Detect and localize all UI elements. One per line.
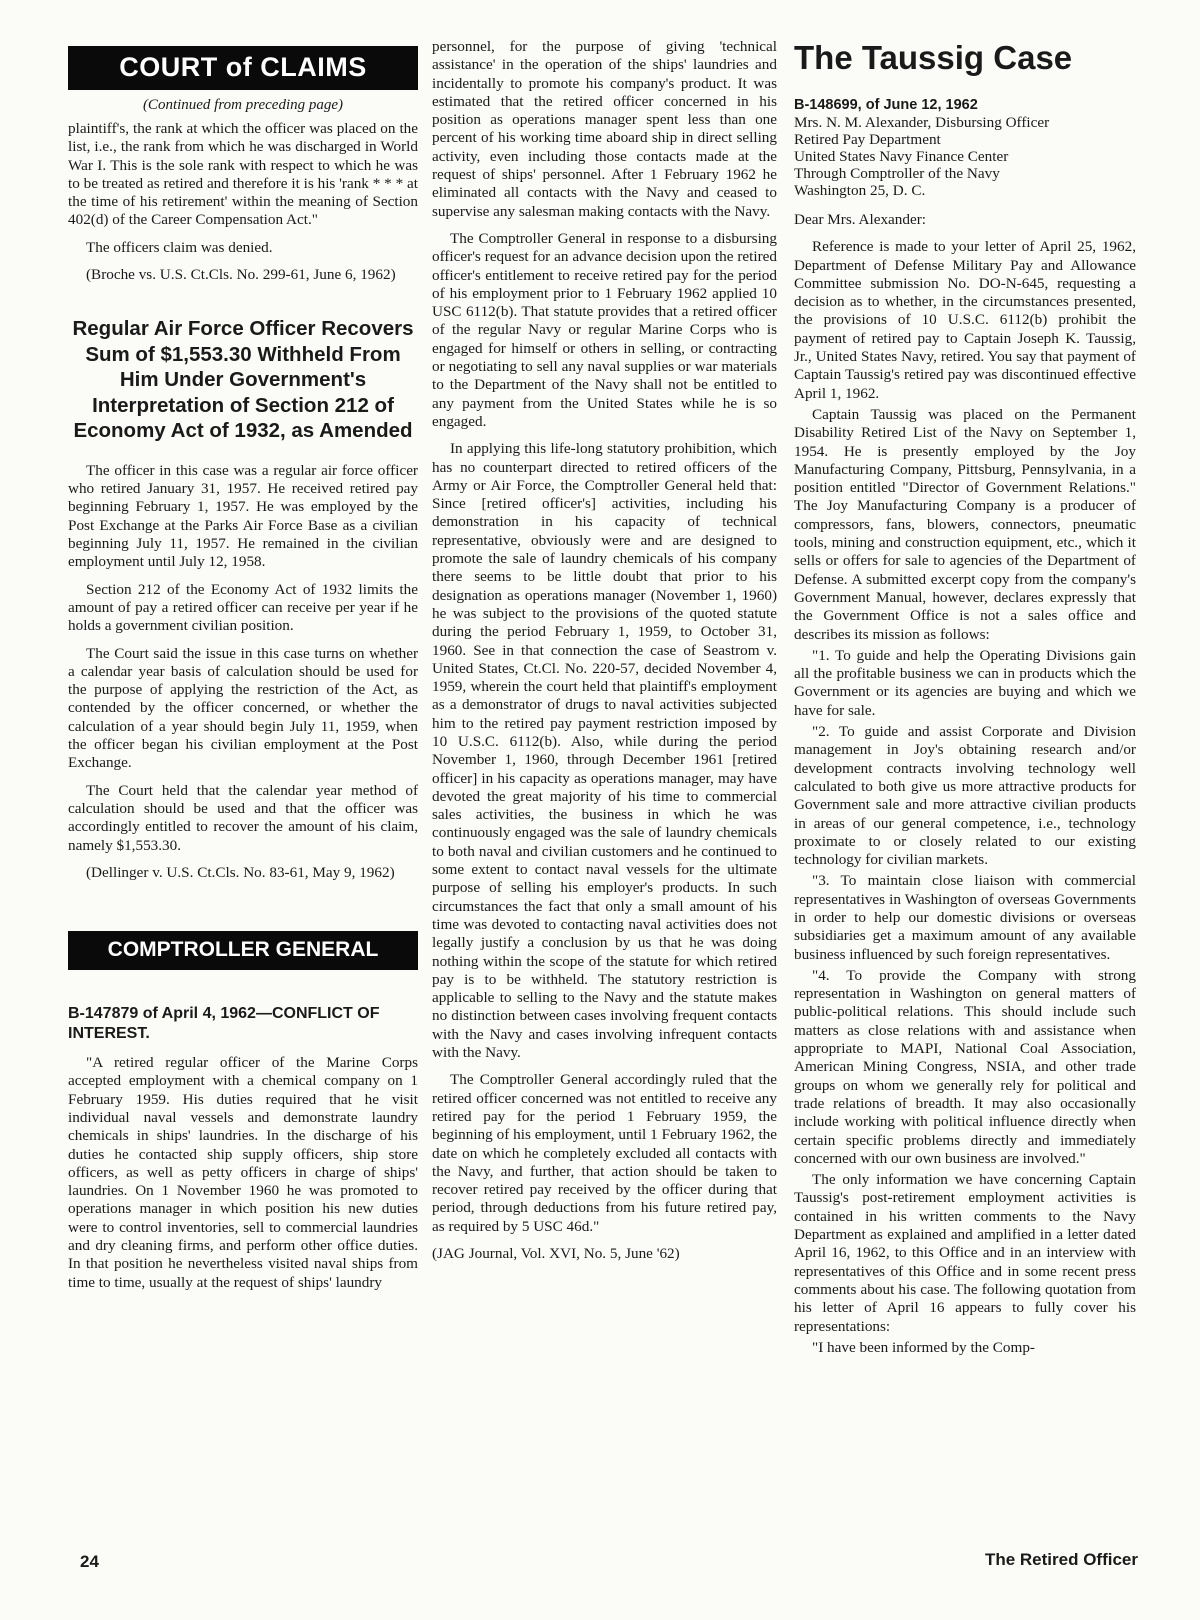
publication-name: The Retired Officer — [984, 1550, 1138, 1569]
paragraph: personnel, for the purpose of giving 'technical assistance' in the operation of the ships' laundries and incidentally to promote his company's product. It was estimated that the retired officer concerned in his position as operations manager spent less than one percent of his working time aboard ship in direct selling activity, even including those contacts made at the request of ships' personnel. After 1 February 1962 he eliminated all contacts with the Navy and ceased to supervise any salesman making contacts with the Navy. — [432, 38, 777, 220]
quote-item: "2. To guide and assist Corporate and Division management in Joy's obtaining research and/or development contracts involving technology well calculated to both give us more attractive products for Government sale and more attractive civilian products in areas of our general competence, i.e., technology proximate to or closely related to our existing technology for civilian markets. — [794, 723, 1136, 869]
address-line: Through Comptroller of the Navy — [794, 165, 1000, 182]
paragraph: Captain Taussig was placed on the Permanent Disability Retired List of the Navy on September 1, 1954. He is presently employed by the Joy Manufacturing Company, Pittsburg, Pennsylvania, in a position entitled "Director of Government Relations." The Joy Manufacturing Company is a producer of compressors, fans, blowers, connectors, pneumatic tools, mining and construction equipment, etc., which it sells or offers for sale to agencies of the Department of Defense. A submitted excerpt copy from the company's Government Manual, however, declares expressly that the Government Office is not a sales office and describes its mission as follows: — [794, 405, 1136, 643]
salutation: Dear Mrs. Alexander: — [794, 211, 927, 228]
paragraph: The Court said the issue in this case turns on whether a calendar year basis of calculation should be used for the purpose of applying the restriction of the Act, as contended by the officer concerned, or whether the calculation of a year should begin July 11, 1959, when the officer began his civilian employment at the Post Exchange. — [68, 644, 418, 772]
paragraph: The officers claim was denied. — [86, 238, 273, 256]
paragraph: "I have been informed by the Comp- — [812, 1338, 1035, 1356]
paragraph: In applying this life-long statutory prohibition, which has no counterpart directed to retired officers of the Army or Air Force, the Comptroller General held that: Since [retired officer's] activities, including his demonstration in his capacity of technical representative, obviously were and are designed to promote the sale of laundry chemicals of his company there seems to be little doubt that prior to his designation as operations manager (November 1, 1960) he was subject to the provisions of the quoted statute during the period February 1, 1959, to October 31, 1960. See in that connection the case of Seastrom v. United States, Ct.Cl. No. 220-57, decided November 4, 1959, wherein the court held that plaintiff's employment as a demonstrator of drugs to naval activities subjected him to the retired pay payment restriction imposed by 10 U.S.C. 6112(b). Also, while during the period November 1, 1960, through December 1961 [retired officer] in his capacity as operations manager, may have devoted the great majority of his time to commercial sales activities, the business in which he was continuously engaged was the sale of laundry chemicals to both naval and civilian customers and he continued to some extent to contact naval vessels for the ultimate purpose of selling his employer's products. In such circumstances the fact that only a small amount of his time was devoted to contacting naval activities does not legally justify a conclusion by us that he was doing nothing within the scope of the statute for which retired pay is to be withheld. The statutory restriction is applicable to selling to the Navy and the statute makes no distinction between cases involving frequent contacts with the Navy and cases involving infrequent contacts with the Navy. — [432, 440, 777, 1062]
paragraph: plaintiff's, the rank at which the officer was placed on the list, i.e., the rank from which he was discharged in World War I. This is the sole rank with respect to which he was to be treated as retired and therefore it is his 'rank * * * at the time of his retirement' within the meaning of Section 402(d) of the Career Compensation Act." — [68, 120, 418, 229]
quote-item: "4. To provide the Company with strong representation in Washington on general matters of public-political relations. This should include such matters as close relations with and assistance when appropriate to MAPI, National Coal Association, American Mining Congress, NSIA, and other trade groups on whom we generally rely for political and trade relations of breadth. It may also occasionally include working with political influence directly when certain specific problems directly and immediately concerned with our own business are involved." — [794, 966, 1136, 1167]
address-line: United States Navy Finance Center — [794, 148, 1009, 165]
address-line: Washington 25, D. C. — [794, 182, 926, 199]
paragraph: The Court held that the calendar year method of calculation should be used and that the officer was accordingly entitled to recover the amount of his claim, namely $1,553.30. — [68, 781, 418, 854]
paragraph: The officer in this case was a regular air force officer who retired January 31, 1957. He received retired pay beginning February 1, 1957. He was employed by the Post Exchange at the Parks Air Force Base as a civilian beginning July 11, 1957. He remained in the civilian employment until July 12, 1958. — [68, 461, 418, 571]
paragraph: The only information we have concerning Captain Taussig's post-retirement employment activities is contained in his written comments to the Navy Department as explained and amplified in a letter dated April 16, 1962, to this Office and in an interview with representatives of this Office and in some recent press comments about his case. The following quotation from his letter of April 16 appears to fully cover his representations: — [794, 1171, 1136, 1335]
section-banner-comptroller-general: COMPTROLLER GENERAL — [68, 931, 418, 970]
citation: (JAG Journal, Vol. XVI, No. 5, June '62) — [432, 1245, 680, 1262]
column-right — [794, 38, 1136, 1360]
column-middle — [432, 38, 777, 1272]
article-headline: Regular Air Force Officer Recovers Sum of $1,553.30 Withheld From Him Under Government's Interpretation of Section 212 of Economy Act of 1932, as Amended — [72, 317, 414, 443]
quote-item: "1. To guide and help the Operating Divisions gain all the profitable business we can in products which the Government or its agencies are buying and which we have for sale. — [794, 646, 1136, 719]
page-number: 24 — [80, 1552, 99, 1571]
paragraph: Section 212 of the Economy Act of 1932 limits the amount of pay a retired officer can receive per year if he holds a government civilian position. — [68, 580, 418, 635]
section-banner-court-of-claims: COURT of CLAIMS — [68, 46, 418, 90]
case-subhead: B-147879 of April 4, 1962—CONFLICT OF INTEREST. — [68, 1005, 380, 1043]
address-block — [794, 114, 1136, 199]
article-title: The Taussig Case — [794, 39, 1073, 76]
paragraph: The Comptroller General accordingly ruled that the retired officer concerned was not entitled to receive any retired pay for the period 1 February 1959, the beginning of his employment, until 1 February 1962, the date on which he completely excluded all contacts with the Navy, and further, that action should be taken to recover retired pay received by the officer during that period, through deductions from his future retired pay, as required by 5 USC 46d." — [432, 1071, 777, 1235]
paragraph: Reference is made to your letter of April 25, 1962, Department of Defense Military Pay and Allowance Committee submission No. DO-N-645, requesting a decision as to whether, in the circumstances presented, the provisions of 10 U.S.C. 6112(b) prohibit the payment of retired pay to Captain Joseph K. Taussig, Jr., United States Navy, retired. You say that payment of Captain Taussig's retired pay was discontinued effective April 1, 1962. — [794, 238, 1136, 402]
paragraph: "A retired regular officer of the Marine Corps accepted employment with a chemical company on 1 February 1959. His duties required that he visit individual naval vessels and demonstrate laundry chemicals in ships' laundries. In the discharge of his duties he contacted ship supply officers, ship store officers, as well as petty officers in charge of ships' laundries. On 1 November 1960 he was promoted to operations manager in which position his new duties were to control inventories, sell to commercial laundries and dry cleaning firms, and perform other office duties. In that position he nevertheless visited naval ships from time to time, usually at the request of ships' laundry — [68, 1054, 418, 1291]
address-line: Retired Pay Department — [794, 131, 941, 148]
address-line: Mrs. N. M. Alexander, Disbursing Officer — [794, 114, 1050, 131]
paragraph: The Comptroller General in response to a disbursing officer's request for an advance decision upon the retired officer's entitlement to receive retired pay for the period of his employment prior to 1 February 1962 applied 10 USC 6112(b). That statute provides that a retired officer of the regular Navy or regular Marine Corps who is engaged for himself or others in selling, or contracting or negotiating to sell any naval supplies or war materials to the Department of the Navy shall not be entitled to any payment from the United States while he is so engaged. — [432, 229, 777, 430]
citation: (Broche vs. U.S. Ct.Cls. No. 299-61, June 6, 1962) — [86, 266, 396, 284]
case-reference: B-148699, of June 12, 1962 — [794, 97, 978, 113]
continued-note: (Continued from preceding page) — [142, 97, 344, 113]
column-left — [68, 38, 418, 1301]
citation: (Dellinger v. U.S. Ct.Cls. No. 83-61, May 9, 1962) — [86, 863, 395, 881]
quote-item: "3. To maintain close liaison with commercial representatives in Washington of overseas Governments in order to help our domestic divisions or overseas subsidiaries get a maximum amount of any available business influenced by such foreign representatives. — [794, 872, 1136, 963]
